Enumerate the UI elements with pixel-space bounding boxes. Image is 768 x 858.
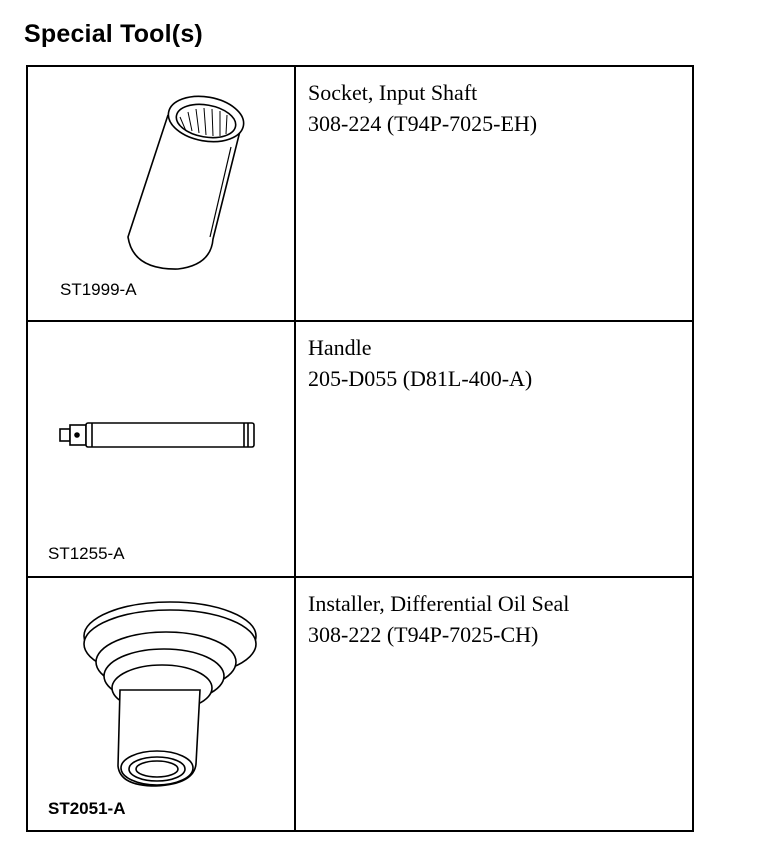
- tool-description: [308, 77, 688, 139]
- tool-reference-number: ST1255-A: [48, 544, 125, 563]
- tool-part-number: 205-D055 (D81L-400-A): [308, 366, 533, 391]
- handle-drawing: [28, 322, 294, 576]
- tool-reference-number: ST1999-A: [60, 280, 137, 299]
- tool-name: Handle: [308, 335, 372, 360]
- page-title: Special Tool(s): [24, 20, 203, 48]
- tool-row-installer: [28, 578, 692, 830]
- tool-image-cell: [28, 578, 296, 830]
- tool-row-handle: [28, 322, 692, 578]
- tool-description: [308, 332, 688, 394]
- tool-part-number: 308-222 (T94P-7025-CH): [308, 622, 539, 647]
- tool-description: [308, 588, 688, 650]
- tool-image-cell: [28, 322, 296, 576]
- tool-name: Socket, Input Shaft: [308, 80, 478, 105]
- tool-row-socket: [28, 67, 692, 322]
- special-tools-table: [26, 65, 694, 832]
- tool-name: Installer, Differential Oil Seal: [308, 591, 570, 616]
- tool-part-number: 308-224 (T94P-7025-EH): [308, 111, 538, 136]
- differential-oil-seal-installer-drawing: [28, 578, 294, 830]
- tool-reference-number: ST2051-A: [48, 799, 126, 818]
- tool-image-cell: [28, 67, 296, 320]
